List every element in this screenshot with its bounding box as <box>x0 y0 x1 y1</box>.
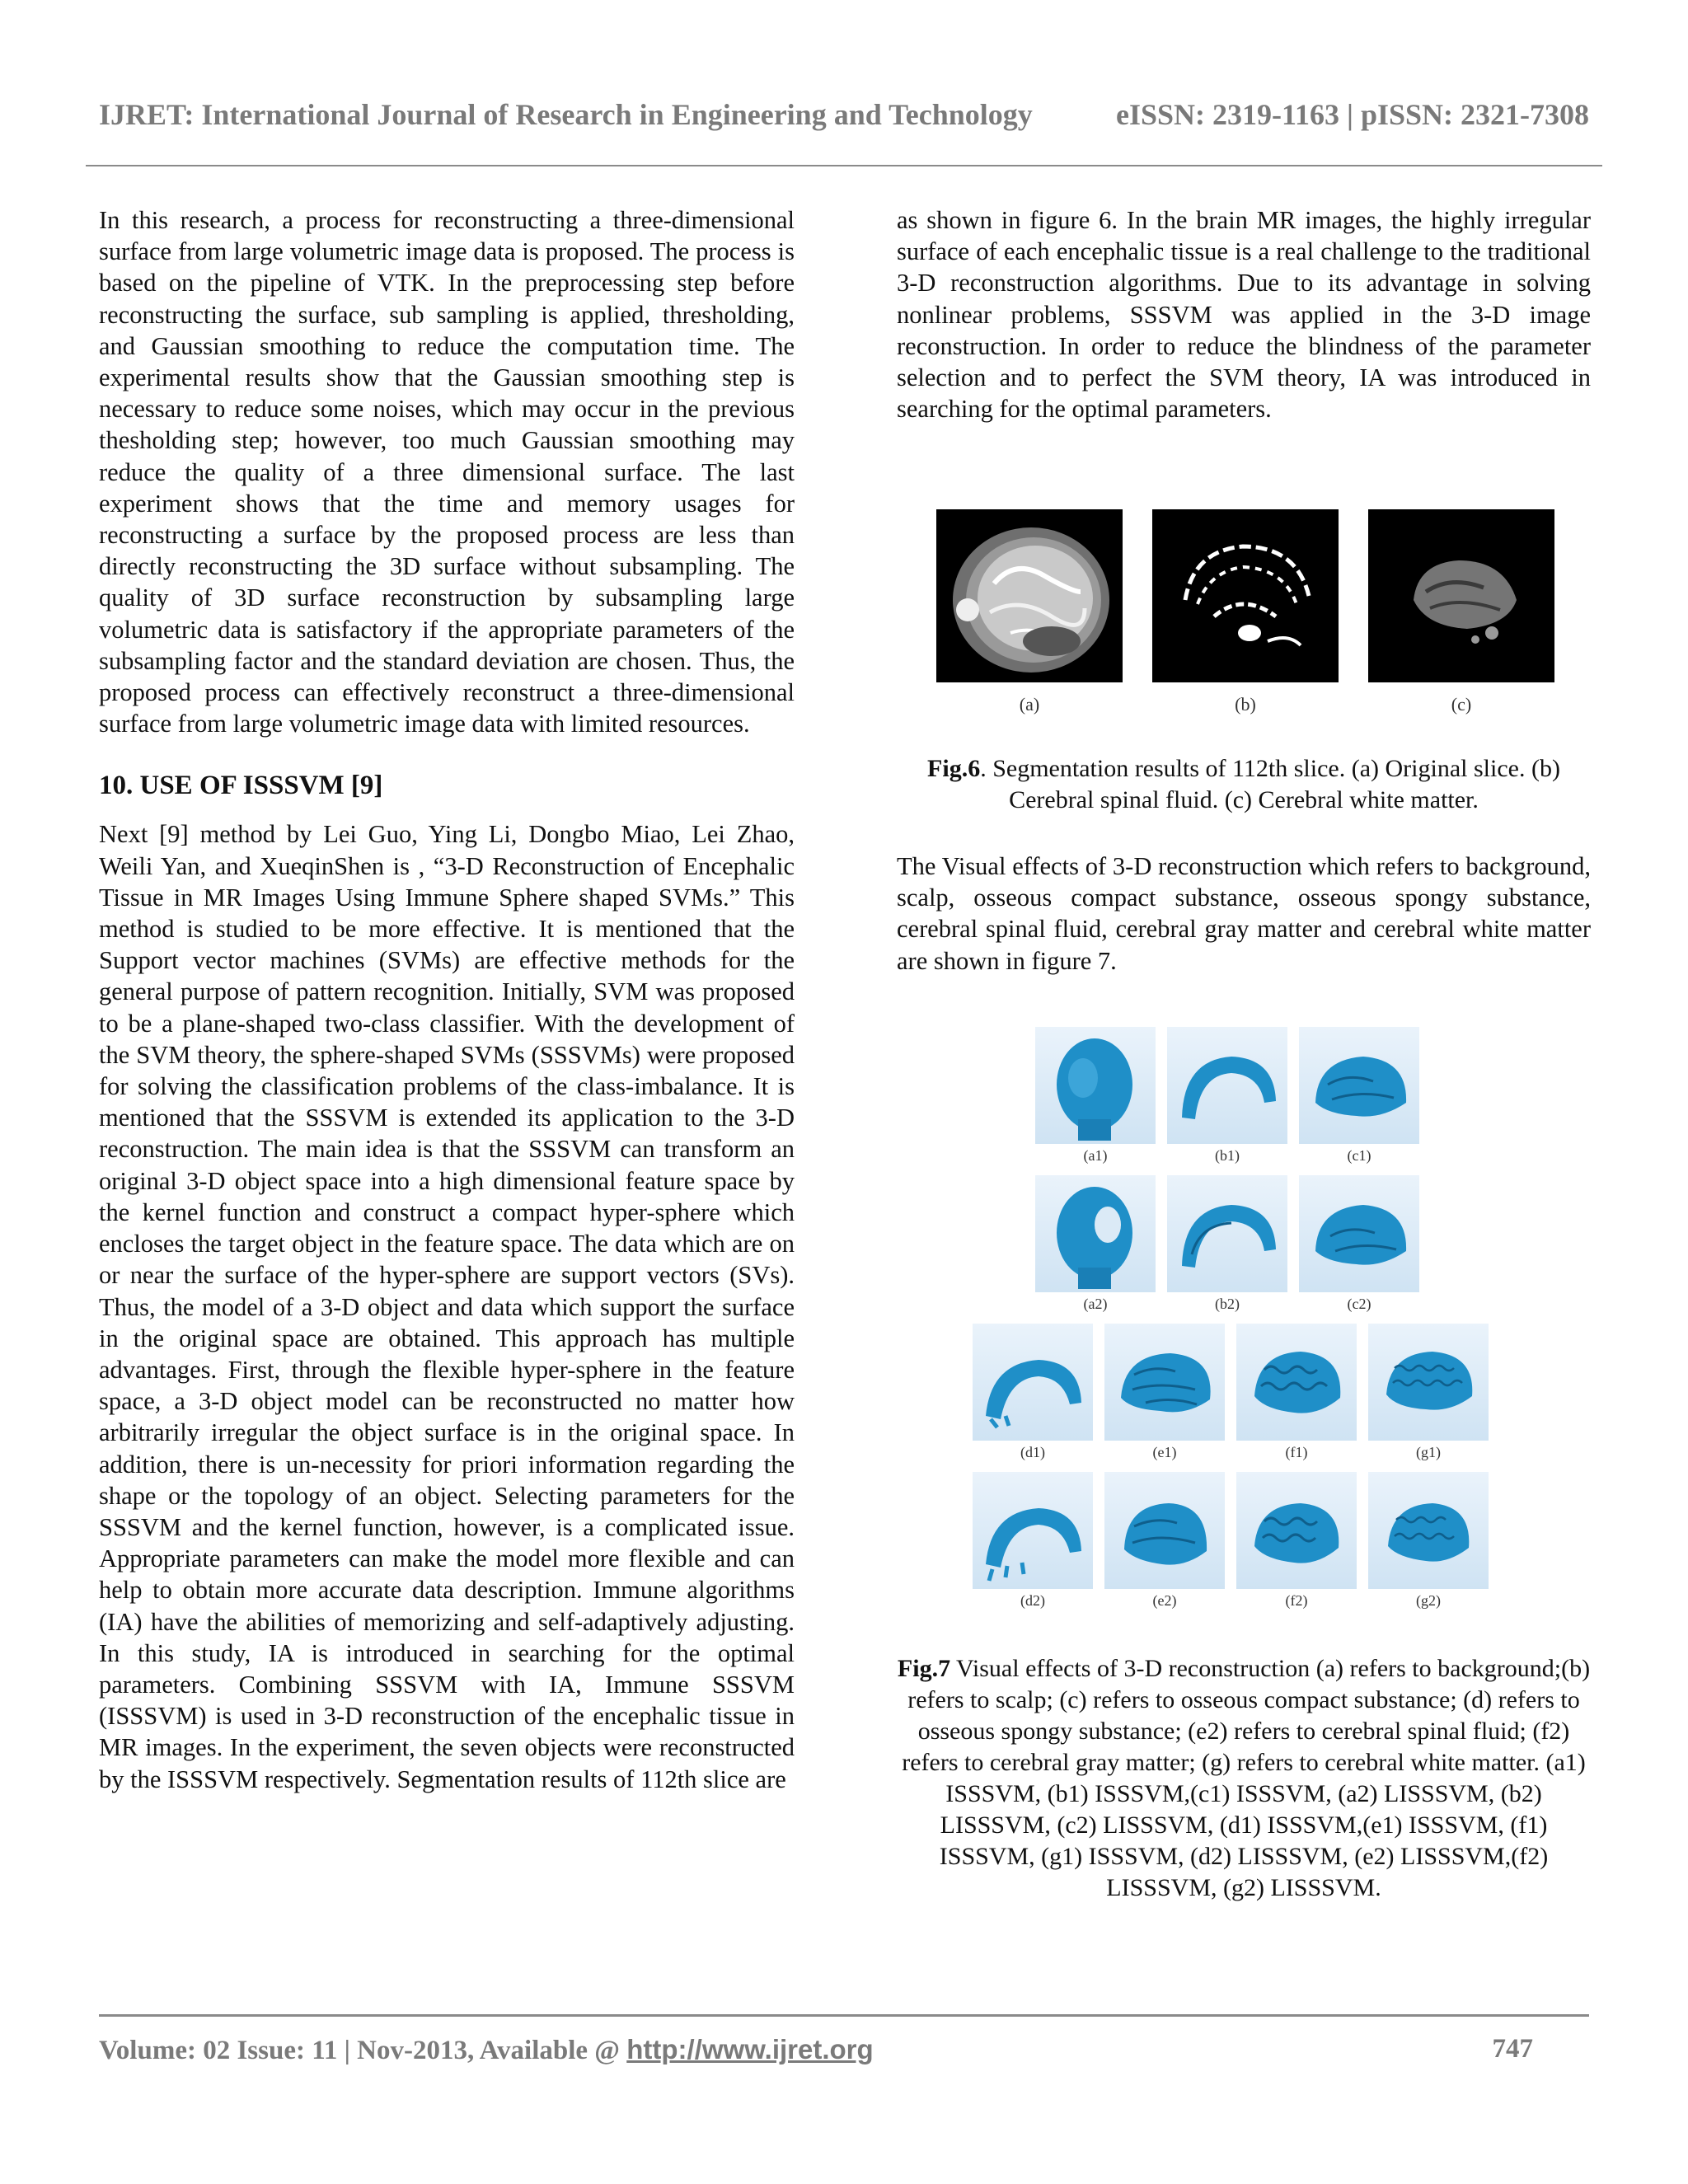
fig7-label-f2: (f2) <box>1285 1592 1308 1609</box>
figure-6 <box>936 509 1559 724</box>
fig7-label-c2: (c2) <box>1347 1296 1372 1312</box>
journal-title: IJRET: International Journal of Research in Engineering and Technology <box>99 98 1033 131</box>
osseous-compact-render-c1 <box>1299 1027 1419 1144</box>
fig7-label-e2: (e2) <box>1152 1592 1177 1609</box>
head-render-a1 <box>1035 1027 1156 1144</box>
visual-effects-paragraph: The Visual effects of 3-D reconstruction which refers to background, scalp, osseous compact substance, osseous spongy substance, cerebral spinal fluid, cerebral gray matter and cerebral white matter are shown in figure 7. <box>897 852 1591 975</box>
cerebral-white-matter-image <box>1368 509 1554 682</box>
fig7-label-g2: (g2) <box>1416 1592 1441 1609</box>
cerebral-white-matter-render-g1 <box>1368 1324 1489 1441</box>
page-number: 747 <box>1492 2034 1533 2064</box>
fig7-label-a1: (a1) <box>1083 1147 1108 1164</box>
fig7-label-d1: (d1) <box>1020 1444 1045 1460</box>
fig6-label-c: (c) <box>1451 694 1472 715</box>
footer-divider <box>99 2014 1589 2017</box>
fig7-label-d2: (d2) <box>1020 1592 1045 1609</box>
fig7-label-g1: (g1) <box>1416 1444 1441 1460</box>
head-render-a2 <box>1035 1175 1156 1292</box>
figure-7-caption <box>897 1653 1591 1904</box>
scalp-render-b2 <box>1167 1175 1287 1292</box>
cerebral-spinal-fluid-image <box>1152 509 1339 682</box>
fig7-caption-text: Visual effects of 3-D reconstruction (a) refers to background;(b) refers to scalp; (c) refers to osseous compact substance; (d) refers to osseous spongy substance; (e2) refers to cerebral spinal fluid; (f2) refers to cerebral gray matter; (g) refers to cerebral white matter. (a1) ISSSVM, (b1) ISSSVM,(c1) ISSSVM, (a2) LISSSVM, (b2) LISSSVM, (c2) LISSSVM, (d1) ISSSVM,(e1) ISSSVM, (f1) ISSSVM, (g1) ISSSVM, (d2) LISSSVM, (e2) LISSSVM,(f2) LISSSVM, (g2) LISSSVM. <box>902 1655 1591 1901</box>
cerebral-spinal-fluid-render-e1 <box>1104 1324 1225 1441</box>
intro-paragraph: In this research, a process for reconstructing a three-dimensional surface from large volumetric image data is proposed. The process is based on the pipeline of VTK. In the preprocessing step before reconstructing the surface, sub sampling is applied, thresholding, and Gaussian smoothing to reduce the computation time. The experimental results show that the Gaussian smoothing step is necessary to reduce some noises, which may occur in the previous thesholding step; however, too much Gaussian smoothing may reduce the quality of a three dimensional surface. The last experiment shows that the time and memory usages for reconstructing a surface by the proposed process are less than directly reconstructing the 3D surface without subsampling. The quality of 3D surface reconstruction by subsampling large volumetric data is satisfactory if the appropriate parameters of the subsampling factor and the standard deviation are chosen. Thus, the proposed process can effectively reconstruct a three-dimensional surface from large volumetric image data with limited resources. <box>99 206 795 738</box>
fig6-label-a: (a) <box>1019 694 1040 715</box>
osseous-spongy-render-d2 <box>973 1472 1093 1589</box>
figure-7 <box>973 1027 1517 1609</box>
fig7-label-b2: (b2) <box>1215 1296 1240 1312</box>
fig6-caption-text: . Segmentation results of 112th slice. (a) Original slice. (b) Cerebral spinal fluid. (c) Cerebral white matter. <box>980 755 1560 813</box>
fig7-label-f1: (f1) <box>1285 1444 1308 1460</box>
scalp-render-b1 <box>1167 1027 1287 1144</box>
cerebral-white-matter-render-g2 <box>1368 1472 1489 1589</box>
volume-info: Volume: 02 Issue: 11 | Nov-2013, Available @ <box>99 2036 627 2065</box>
issn-numbers: eISSN: 2319-1163 | pISSN: 2321-7308 <box>1116 98 1589 131</box>
right-column <box>897 204 1591 424</box>
cerebral-gray-matter-render-f1 <box>1236 1324 1357 1441</box>
journal-link[interactable]: http://www.ijret.org <box>626 2034 874 2064</box>
section-paragraph: Next [9] method by Lei Guo, Ying Li, Dongbo Miao, Lei Zhao, Weili Yan, and XueqinShen is , “3-D Reconstruction of Encephalic Tissue in MR Images Using Immune Sphere shaped SVMs.” This method is studied to be more effective. It is mentioned that the Support vector machines (SVMs) are effective methods for the general purpose of pattern recognition. Initially, SVM was proposed to be a plane-shaped two-class classifier. With the development of the SVM theory, the sphere-shaped SVMs (SSSVMs) were proposed for solving the classification problems of the class-imbalance. It is mentioned that the SSSVM is extended its application to the 3-D reconstruction. The main idea is that the SSSVM can transform an original 3-D object space into a high dimensional feature space by the kernel function and construct a compact hyper-sphere which encloses the target object in the feature space. The data which are on or near the surface of the hyper-sphere are support vectors (SVs). Thus, the model of a 3-D object and data which support the surface in the original space are obtained. This approach has multiple advantages. First, through the flexible hyper-sphere in the feature space, a 3-D object model can be reconstructed no matter how arbitrarily irregular the object surface is in the original space. In addition, there is un-necessity for priori information regarding the shape or the topology of an object. Selecting parameters for the SSSVM and the kernel function, however, is a complicated issue. Appropriate parameters can make the model more flexible and can help to obtain more accurate data description. Immune algorithms (IA) have the abilities of memorizing and self-adaptively adjusting. In this study, IA is introduced in searching for the optimal parameters. Combining SSSVM with IA, Immune SSSVM (ISSSVM) is used in 3-D reconstruction of the encephalic tissue in MR images. In the experiment, the seven objects were reconstructed by the ISSSVM respectively. Segmentation results of 112th slice are <box>99 820 795 1793</box>
running-footer <box>99 2034 1533 2066</box>
figure-6-caption <box>897 753 1591 816</box>
fig7-caption-label: Fig.7 <box>897 1655 951 1682</box>
fig7-label-c1: (c1) <box>1347 1147 1372 1164</box>
section-heading: 10. USE OF ISSSVM [9] <box>99 771 383 801</box>
fig7-label-a2: (a2) <box>1083 1296 1108 1312</box>
fig7-label-e1: (e1) <box>1152 1444 1177 1460</box>
osseous-compact-render-c2 <box>1299 1175 1419 1292</box>
fig7-label-b1: (b1) <box>1215 1147 1240 1164</box>
left-column <box>99 204 795 1795</box>
header-divider <box>86 165 1602 166</box>
fig6-caption-label: Fig.6 <box>927 755 981 782</box>
continuation-paragraph: as shown in figure 6. In the brain MR images, the highly irregular surface of each encephalic tissue is a real challenge to the traditional 3-D reconstruction algorithms. Due to its advantage in solving nonlinear problems, SSSVM was applied in the 3-D image reconstruction. In order to reduce the blindness of the parameter selection and to perfect the SVM theory, IA was introduced in searching for the optimal parameters. <box>897 206 1591 424</box>
original-slice-image <box>936 509 1123 682</box>
cerebral-spinal-fluid-render-e2 <box>1104 1472 1225 1589</box>
fig6-label-b: (b) <box>1235 694 1256 715</box>
osseous-spongy-render-d1 <box>973 1324 1093 1441</box>
cerebral-gray-matter-render-f2 <box>1236 1472 1357 1589</box>
